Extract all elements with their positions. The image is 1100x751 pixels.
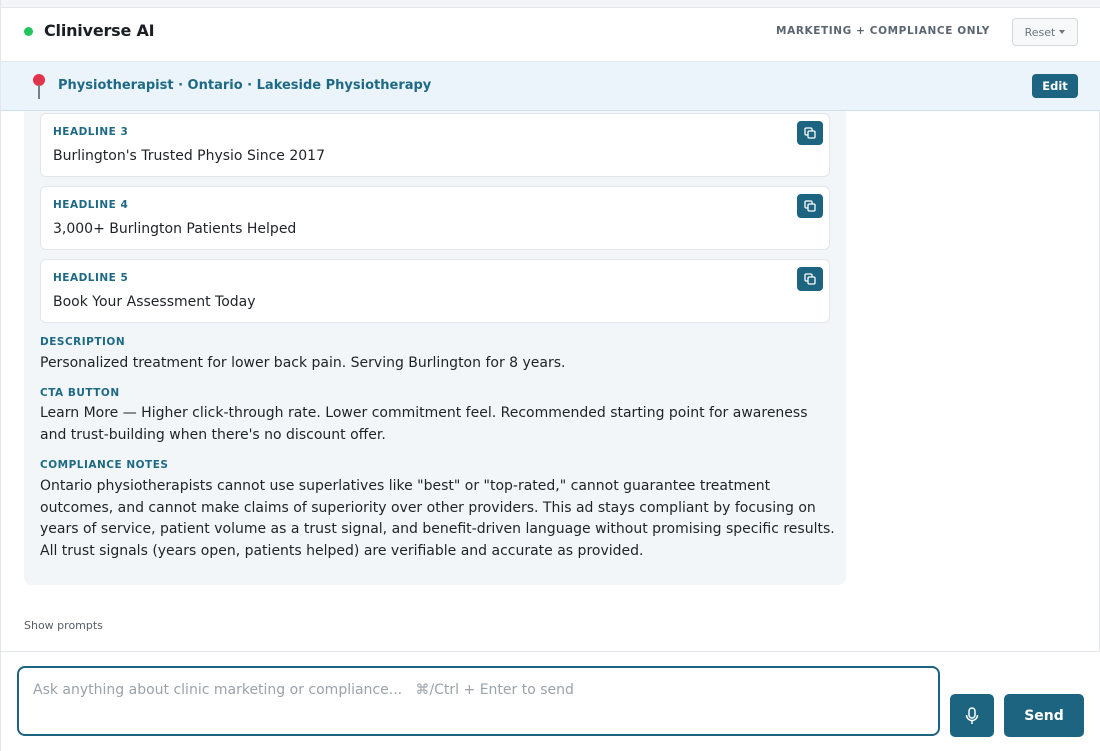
copy-icon [804, 200, 816, 212]
window-top-edge [1, 0, 1100, 8]
online-status-dot [24, 27, 33, 36]
cta-label: CTA BUTTON [40, 387, 120, 399]
compliance-text: Ontario physiotherapists cannot use superlatives like "best" or "top-rated," cannot guarantee treatment outcomes, and cannot make claims of superiority over other providers. This ad stays compliant by focusing on years of service, patient volume as a trust signal, and benefit-driven language without promising specific results. All trust signals (years open, patients helped) are verifiable and accurate as provided. [40, 478, 835, 560]
description-label: DESCRIPTION [40, 336, 126, 348]
mode-label: MARKETING + COMPLIANCE ONLY [776, 25, 990, 37]
reset-button-label: Reset [1024, 25, 1056, 39]
message-input[interactable] [17, 666, 940, 736]
compliance-label: COMPLIANCE NOTES [40, 459, 169, 471]
edit-context-button[interactable]: Edit [1032, 74, 1078, 98]
app-title: Cliniverse AI [44, 21, 155, 40]
cta-text: Learn More — Higher click-through rate. Lower commitment feel. Recommended starting point for awareness and trust-building when there's no discount offer. [40, 405, 808, 443]
send-button[interactable]: Send [1004, 694, 1084, 737]
headline-label: HEADLINE 4 [53, 199, 129, 211]
headline-label: HEADLINE 5 [53, 272, 129, 284]
headline-label: HEADLINE 3 [53, 126, 129, 138]
app-header [1, 8, 1100, 62]
message-composer [1, 651, 1100, 751]
copy-icon [804, 273, 816, 285]
reset-button[interactable] [1012, 18, 1078, 46]
clinic-context-bar [1, 62, 1100, 111]
headline-card-4 [40, 186, 830, 250]
chevron-down-icon [1059, 30, 1065, 34]
headline-text: Burlington's Trusted Physio Since 2017 [53, 148, 325, 164]
headline-card-5 [40, 259, 830, 323]
show-prompts-link[interactable]: Show prompts [24, 619, 103, 632]
chat-scroll-area[interactable] [1, 111, 1100, 651]
copy-icon [804, 127, 816, 139]
copy-button[interactable] [797, 267, 823, 291]
copy-button[interactable] [797, 121, 823, 145]
headline-text: Book Your Assessment Today [53, 294, 256, 310]
description-text: Personalized treatment for lower back pain. Serving Burlington for 8 years. [40, 355, 566, 371]
voice-input-button[interactable] [950, 694, 994, 737]
microphone-icon [965, 707, 979, 725]
copy-button[interactable] [797, 194, 823, 218]
headline-card-3 [40, 113, 830, 177]
clinic-context-text: Physiotherapist · Ontario · Lakeside Physiotherapy [58, 78, 432, 93]
headline-text: 3,000+ Burlington Patients Helped [53, 221, 297, 237]
map-pin-icon [31, 74, 47, 100]
